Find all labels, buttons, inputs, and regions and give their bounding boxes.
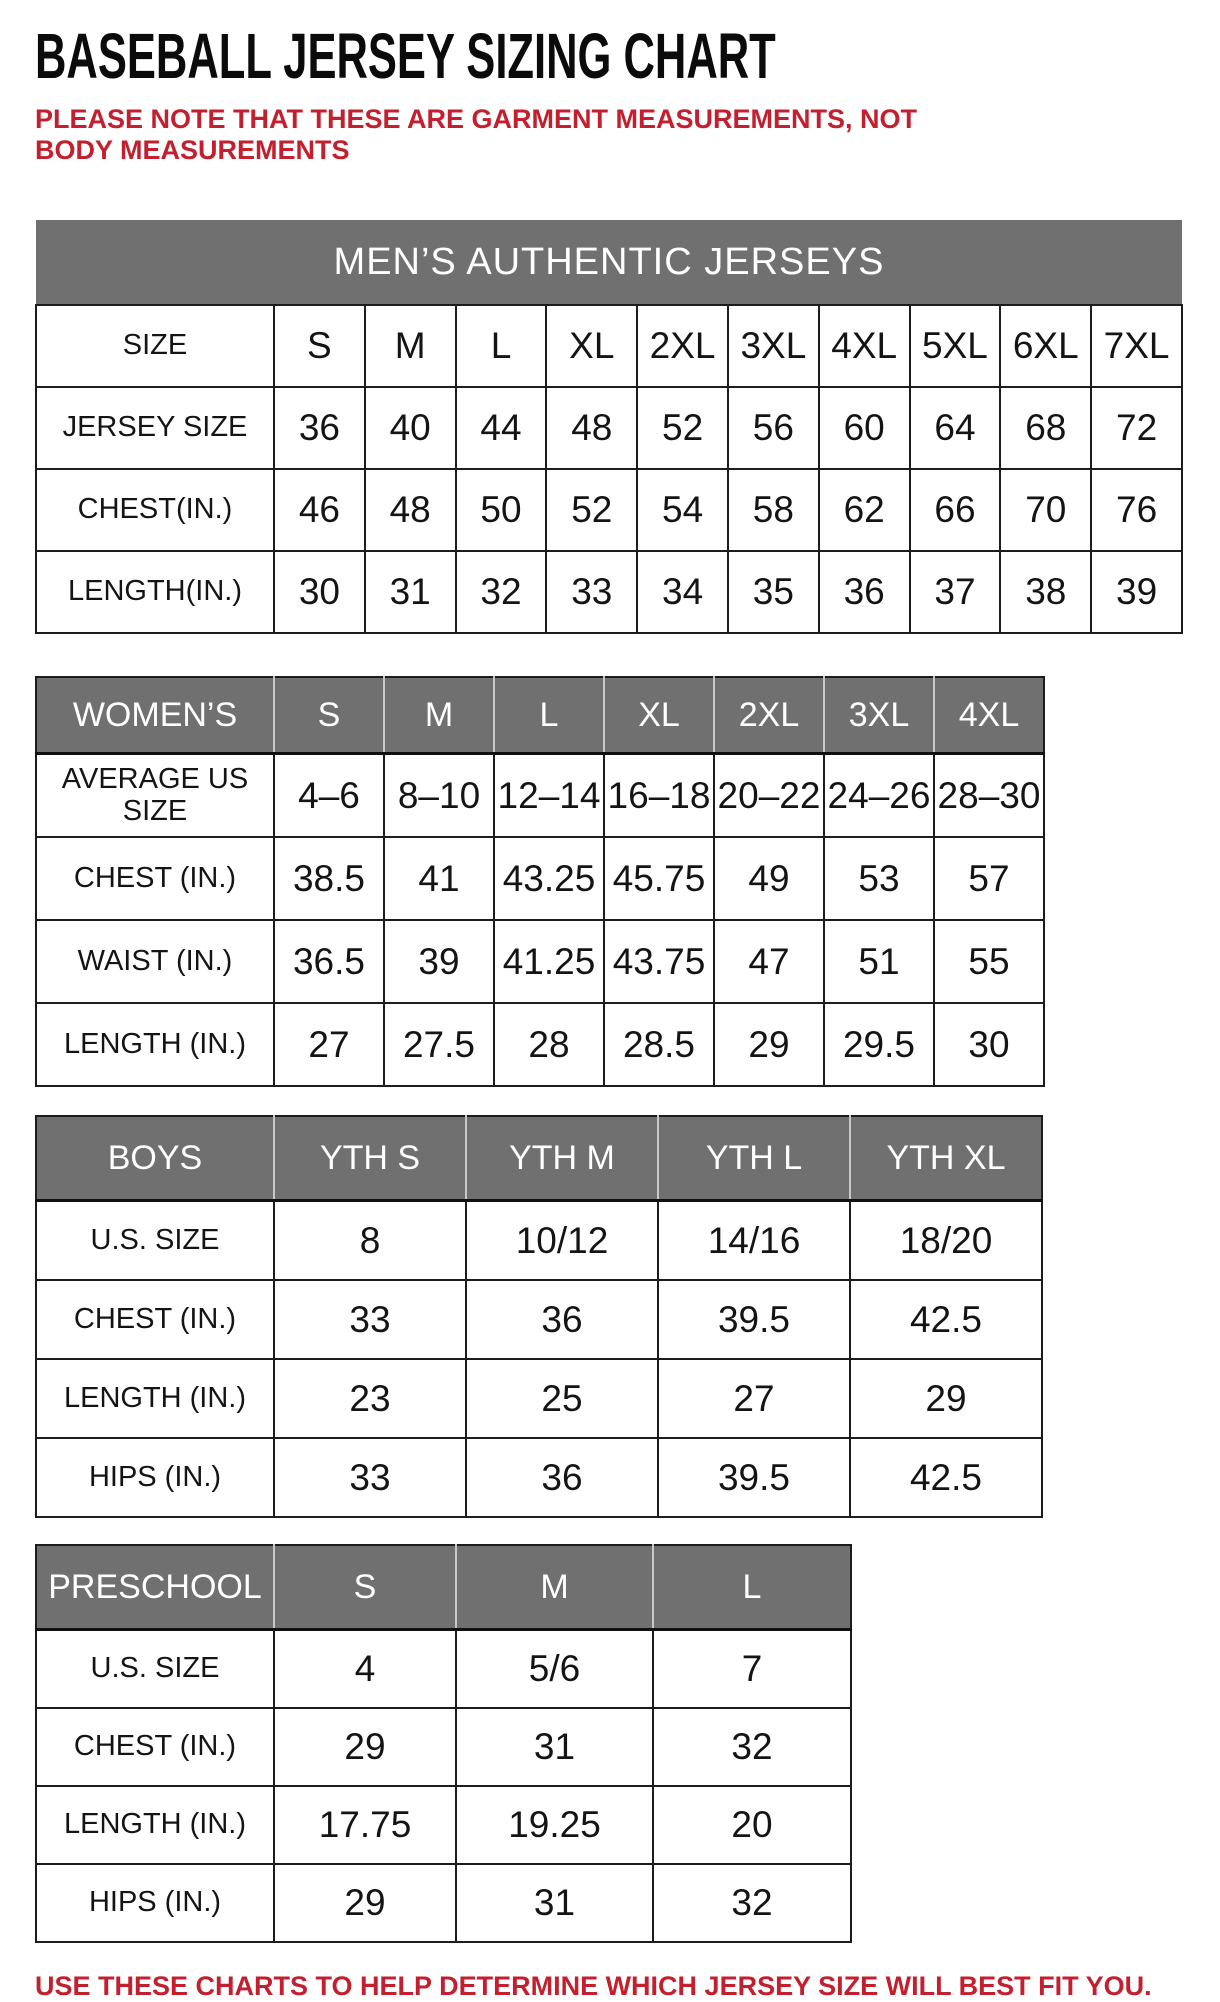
value-cell: 20–22 bbox=[714, 754, 824, 838]
value-cell: 32 bbox=[653, 1864, 851, 1942]
value-cell: 54 bbox=[637, 469, 728, 551]
value-cell: 19.25 bbox=[456, 1786, 653, 1864]
value-cell: 27 bbox=[274, 1003, 384, 1086]
womens-waist-row bbox=[36, 920, 1044, 1003]
col-header: S bbox=[274, 305, 365, 387]
value-cell: 8 bbox=[274, 1201, 466, 1281]
mens-table-banner: MEN’S AUTHENTIC JERSEYS bbox=[36, 220, 1182, 305]
value-cell: 39 bbox=[384, 920, 494, 1003]
col-header: L bbox=[456, 305, 547, 387]
value-cell: 4–6 bbox=[274, 754, 384, 838]
value-cell: 43.25 bbox=[494, 837, 604, 920]
boys-us-size-row bbox=[36, 1201, 1042, 1281]
value-cell: 33 bbox=[546, 551, 637, 633]
page-title: BASEBALL JERSEY SIZING CHART bbox=[35, 20, 776, 92]
row-label: CHEST (IN.) bbox=[36, 1708, 274, 1786]
value-cell: 50 bbox=[456, 469, 547, 551]
value-cell: 34 bbox=[637, 551, 728, 633]
value-cell: 39.5 bbox=[658, 1438, 850, 1517]
value-cell: 17.75 bbox=[274, 1786, 456, 1864]
value-cell: 42.5 bbox=[850, 1280, 1042, 1359]
value-cell: 20 bbox=[653, 1786, 851, 1864]
col-header: 7XL bbox=[1091, 305, 1182, 387]
value-cell: 36 bbox=[819, 551, 910, 633]
value-cell: 23 bbox=[274, 1359, 466, 1438]
col-header: XL bbox=[604, 677, 714, 754]
boys-hips-row bbox=[36, 1438, 1042, 1517]
value-cell: 18/20 bbox=[850, 1201, 1042, 1281]
mens-banner-row bbox=[36, 220, 1182, 305]
col-header: 5XL bbox=[910, 305, 1001, 387]
value-cell: 40 bbox=[365, 387, 456, 469]
value-cell: 12–14 bbox=[494, 754, 604, 838]
boys-header-row bbox=[36, 1116, 1042, 1201]
value-cell: 29 bbox=[850, 1359, 1042, 1438]
value-cell: 31 bbox=[365, 551, 456, 633]
value-cell: 49 bbox=[714, 837, 824, 920]
mens-size-header-row bbox=[36, 305, 1182, 387]
col-header: S bbox=[274, 677, 384, 754]
value-cell: 56 bbox=[728, 387, 819, 469]
row-label: LENGTH (IN.) bbox=[36, 1003, 274, 1086]
row-label: LENGTH (IN.) bbox=[36, 1359, 274, 1438]
mens-jersey-size-row bbox=[36, 387, 1182, 469]
womens-header-row bbox=[36, 677, 1044, 754]
value-cell: 39 bbox=[1091, 551, 1182, 633]
value-cell: 62 bbox=[819, 469, 910, 551]
womens-chest-row bbox=[36, 837, 1044, 920]
row-label: AVERAGE US SIZE bbox=[36, 754, 274, 838]
garment-measurement-note: PLEASE NOTE THAT THESE ARE GARMENT MEASUREMENTS, NOT BODY MEASUREMENTS bbox=[35, 104, 918, 166]
value-cell: 51 bbox=[824, 920, 934, 1003]
col-header: XL bbox=[546, 305, 637, 387]
row-label: CHEST(IN.) bbox=[36, 469, 274, 551]
value-cell: 36 bbox=[466, 1280, 658, 1359]
value-cell: 29 bbox=[714, 1003, 824, 1086]
boys-length-row bbox=[36, 1359, 1042, 1438]
value-cell: 35 bbox=[728, 551, 819, 633]
row-label: CHEST (IN.) bbox=[36, 1280, 274, 1359]
table-title-cell: PRESCHOOL bbox=[36, 1545, 274, 1630]
value-cell: 47 bbox=[714, 920, 824, 1003]
preschool-header-row bbox=[36, 1545, 851, 1630]
value-cell: 70 bbox=[1000, 469, 1091, 551]
value-cell: 24–26 bbox=[824, 754, 934, 838]
value-cell: 28.5 bbox=[604, 1003, 714, 1086]
row-label: HIPS (IN.) bbox=[36, 1438, 274, 1517]
col-header: 6XL bbox=[1000, 305, 1091, 387]
value-cell: 38 bbox=[1000, 551, 1091, 633]
value-cell: 53 bbox=[824, 837, 934, 920]
value-cell: 64 bbox=[910, 387, 1001, 469]
value-cell: 30 bbox=[274, 551, 365, 633]
col-header: YTH XL bbox=[850, 1116, 1042, 1201]
col-header: S bbox=[274, 1545, 456, 1630]
col-header: YTH S bbox=[274, 1116, 466, 1201]
fit-advice-footer: USE THESE CHARTS TO HELP DETERMINE WHICH JERSEY SIZE WILL BEST FIT YOU. bbox=[35, 1971, 1152, 2002]
value-cell: 45.75 bbox=[604, 837, 714, 920]
value-cell: 28–30 bbox=[934, 754, 1044, 838]
col-header: M bbox=[456, 1545, 653, 1630]
row-label: LENGTH (IN.) bbox=[36, 1786, 274, 1864]
value-cell: 44 bbox=[456, 387, 547, 469]
value-cell: 27 bbox=[658, 1359, 850, 1438]
value-cell: 38.5 bbox=[274, 837, 384, 920]
value-cell: 37 bbox=[910, 551, 1001, 633]
value-cell: 46 bbox=[274, 469, 365, 551]
womens-length-row bbox=[36, 1003, 1044, 1086]
table-title-cell: WOMEN’S bbox=[36, 677, 274, 754]
value-cell: 27.5 bbox=[384, 1003, 494, 1086]
row-label: JERSEY SIZE bbox=[36, 387, 274, 469]
value-cell: 57 bbox=[934, 837, 1044, 920]
value-cell: 42.5 bbox=[850, 1438, 1042, 1517]
row-label: WAIST (IN.) bbox=[36, 920, 274, 1003]
preschool-hips-row bbox=[36, 1864, 851, 1942]
value-cell: 33 bbox=[274, 1280, 466, 1359]
value-cell: 41 bbox=[384, 837, 494, 920]
row-label: SIZE bbox=[36, 305, 274, 387]
col-header: YTH M bbox=[466, 1116, 658, 1201]
row-label: HIPS (IN.) bbox=[36, 1864, 274, 1942]
value-cell: 32 bbox=[456, 551, 547, 633]
col-header: M bbox=[384, 677, 494, 754]
value-cell: 72 bbox=[1091, 387, 1182, 469]
value-cell: 52 bbox=[546, 469, 637, 551]
col-header: L bbox=[653, 1545, 851, 1630]
col-header: 4XL bbox=[934, 677, 1044, 754]
row-label: CHEST (IN.) bbox=[36, 837, 274, 920]
row-label: LENGTH(IN.) bbox=[36, 551, 274, 633]
value-cell: 30 bbox=[934, 1003, 1044, 1086]
value-cell: 43.75 bbox=[604, 920, 714, 1003]
value-cell: 25 bbox=[466, 1359, 658, 1438]
value-cell: 29 bbox=[274, 1864, 456, 1942]
value-cell: 7 bbox=[653, 1630, 851, 1709]
value-cell: 28 bbox=[494, 1003, 604, 1086]
col-header: 2XL bbox=[714, 677, 824, 754]
value-cell: 60 bbox=[819, 387, 910, 469]
value-cell: 31 bbox=[456, 1708, 653, 1786]
value-cell: 48 bbox=[546, 387, 637, 469]
value-cell: 4 bbox=[274, 1630, 456, 1709]
mens-authentic-jerseys-table bbox=[35, 220, 1183, 634]
row-label: U.S. SIZE bbox=[36, 1630, 274, 1709]
col-header: 4XL bbox=[819, 305, 910, 387]
boys-chest-row bbox=[36, 1280, 1042, 1359]
preschool-length-row bbox=[36, 1786, 851, 1864]
value-cell: 41.25 bbox=[494, 920, 604, 1003]
value-cell: 8–10 bbox=[384, 754, 494, 838]
value-cell: 32 bbox=[653, 1708, 851, 1786]
table-title-cell: BOYS bbox=[36, 1116, 274, 1201]
row-label: U.S. SIZE bbox=[36, 1201, 274, 1281]
boys-table bbox=[35, 1115, 1043, 1518]
value-cell: 52 bbox=[637, 387, 728, 469]
value-cell: 58 bbox=[728, 469, 819, 551]
value-cell: 5/6 bbox=[456, 1630, 653, 1709]
womens-us-size-row bbox=[36, 754, 1044, 838]
value-cell: 36 bbox=[274, 387, 365, 469]
preschool-table bbox=[35, 1544, 852, 1943]
value-cell: 29.5 bbox=[824, 1003, 934, 1086]
value-cell: 31 bbox=[456, 1864, 653, 1942]
value-cell: 29 bbox=[274, 1708, 456, 1786]
mens-length-row bbox=[36, 551, 1182, 633]
value-cell: 66 bbox=[910, 469, 1001, 551]
value-cell: 36.5 bbox=[274, 920, 384, 1003]
value-cell: 39.5 bbox=[658, 1280, 850, 1359]
col-header: 3XL bbox=[728, 305, 819, 387]
preschool-us-size-row bbox=[36, 1630, 851, 1709]
col-header: 2XL bbox=[637, 305, 728, 387]
value-cell: 16–18 bbox=[604, 754, 714, 838]
womens-table bbox=[35, 676, 1045, 1087]
value-cell: 36 bbox=[466, 1438, 658, 1517]
value-cell: 10/12 bbox=[466, 1201, 658, 1281]
value-cell: 68 bbox=[1000, 387, 1091, 469]
value-cell: 76 bbox=[1091, 469, 1182, 551]
col-header: M bbox=[365, 305, 456, 387]
value-cell: 14/16 bbox=[658, 1201, 850, 1281]
col-header: YTH L bbox=[658, 1116, 850, 1201]
mens-chest-row bbox=[36, 469, 1182, 551]
value-cell: 55 bbox=[934, 920, 1044, 1003]
value-cell: 48 bbox=[365, 469, 456, 551]
col-header: 3XL bbox=[824, 677, 934, 754]
col-header: L bbox=[494, 677, 604, 754]
preschool-chest-row bbox=[36, 1708, 851, 1786]
value-cell: 33 bbox=[274, 1438, 466, 1517]
